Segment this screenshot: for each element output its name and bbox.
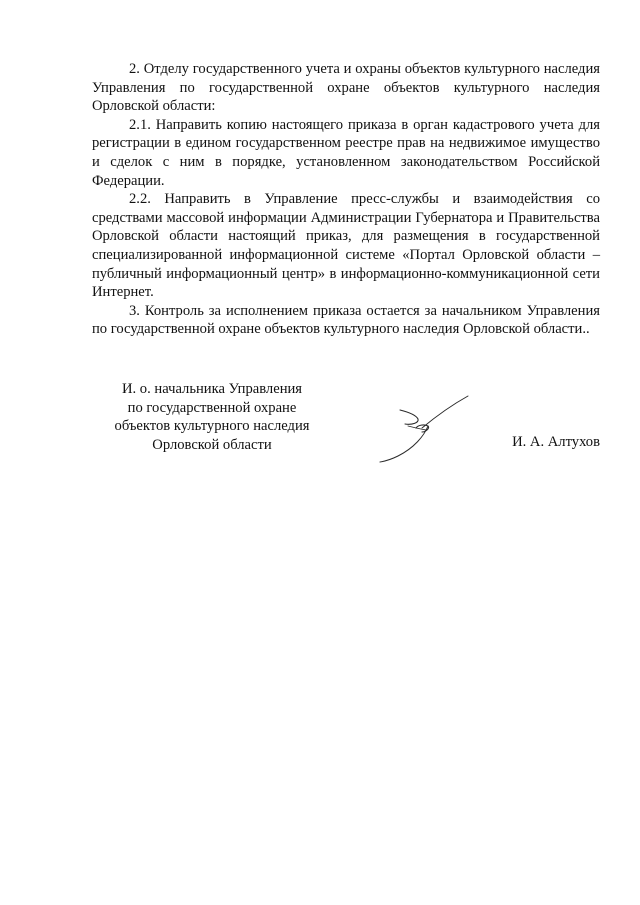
paragraph-2-1: 2.1. Направить копию настоящего приказа в орган кадастрового учета для регистрации в едином государственном реестре прав на недвижимое имущество и сделок с ним в порядке, установленном законодательством Российской Федерации. [92, 116, 600, 189]
signatory-position-line: Орловской области [152, 436, 272, 453]
handwritten-signature [372, 388, 472, 468]
signatory-position-line: объектов культурного наследия [114, 418, 310, 435]
signer-name: И. А. Алтухов [512, 434, 600, 450]
signatory-position-line: И. о. начальника Управления [121, 381, 303, 397]
document-body [92, 60, 600, 339]
paragraph-3: 3. Контроль за исполнением приказа остается за начальником Управления по государственной охране объектов культурного наследия Орловской области.. [92, 302, 600, 338]
signatory-position [92, 380, 332, 454]
paragraph-2-2: 2.2. Направить в Управление пресс-службы и взаимодействия со средствами массовой информации Администрации Губернатора и Правительства Орловской области настоящий приказ, для размещения в государственной специализированной информационной системе «Портал Орловской области – публичный информационный центр» в информационно-коммуникационной сети Интернет. [92, 191, 600, 301]
paragraph-2: 2. Отделу государственного учета и охраны объектов культурного наследия Управления по государственной охране объектов культурного наследия Орловской области: [92, 61, 600, 115]
signatory-position-line: по государственной охране [127, 399, 297, 416]
